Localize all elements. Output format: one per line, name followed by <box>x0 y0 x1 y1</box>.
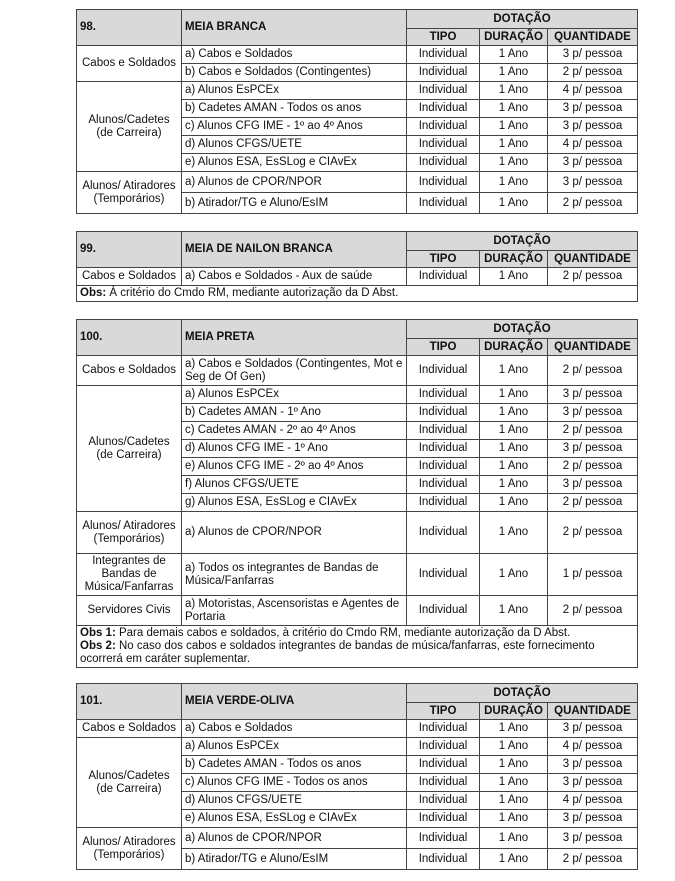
dotacao-header: DOTAÇÃO <box>407 320 638 339</box>
row-duracao: 1 Ano <box>480 554 548 596</box>
row-desc: a) Cabos e Soldados - Aux de saúde <box>182 268 407 286</box>
row-tipo: Individual <box>407 82 480 100</box>
row-tipo: Individual <box>407 404 480 422</box>
dotacao-header: DOTAÇÃO <box>407 684 638 703</box>
row-duracao: 1 Ano <box>480 810 548 828</box>
obs1-label: Obs 1: <box>80 627 116 639</box>
row-quantidade: 3 p/ pessoa <box>548 172 638 193</box>
row-quantidade: 2 p/ pessoa <box>548 596 638 626</box>
table-row <box>77 268 638 286</box>
row-tipo: Individual <box>407 154 480 172</box>
table-row <box>77 386 638 404</box>
row-tipo: Individual <box>407 268 480 286</box>
row-duracao: 1 Ano <box>480 136 548 154</box>
row-quantidade: 2 p/ pessoa <box>548 458 638 476</box>
row-desc: b) Cadetes AMAN - 1º Ano <box>182 404 407 422</box>
row-desc: b) Atirador/TG e Aluno/EsIM <box>182 849 407 870</box>
row-tipo: Individual <box>407 810 480 828</box>
row-desc: e) Alunos CFG IME - 2º ao 4º Anos <box>182 458 407 476</box>
row-quantidade: 2 p/ pessoa <box>548 356 638 386</box>
table-meia-verde-oliva <box>76 683 638 870</box>
row-quantidade: 2 p/ pessoa <box>548 494 638 512</box>
table-row <box>77 82 638 100</box>
row-desc: e) Alunos ESA, EsSLog e CIAvEx <box>182 154 407 172</box>
row-quantidade: 3 p/ pessoa <box>548 810 638 828</box>
row-tipo: Individual <box>407 356 480 386</box>
row-quantidade: 4 p/ pessoa <box>548 136 638 154</box>
row-quantidade: 2 p/ pessoa <box>548 422 638 440</box>
group-label: Servidores Civis <box>77 596 182 626</box>
row-tipo: Individual <box>407 596 480 626</box>
row-quantidade: 3 p/ pessoa <box>548 118 638 136</box>
row-quantidade: 3 p/ pessoa <box>548 386 638 404</box>
group-label: Integrantes de Bandas de Música/Fanfarras <box>77 554 182 596</box>
row-quantidade: 3 p/ pessoa <box>548 404 638 422</box>
row-quantidade: 4 p/ pessoa <box>548 82 638 100</box>
row-quantidade: 3 p/ pessoa <box>548 828 638 849</box>
row-tipo: Individual <box>407 46 480 64</box>
row-quantidade: 3 p/ pessoa <box>548 720 638 738</box>
row-desc: b) Cadetes AMAN - Todos os anos <box>182 756 407 774</box>
row-tipo: Individual <box>407 136 480 154</box>
row-desc: b) Cadetes AMAN - Todos os anos <box>182 100 407 118</box>
group-label: Alunos/ Atiradores (Temporários) <box>77 512 182 554</box>
group-label: Cabos e Soldados <box>77 356 182 386</box>
group-label: Alunos/Cadetes (de Carreira) <box>77 386 182 512</box>
row-duracao: 1 Ano <box>480 172 548 193</box>
row-duracao: 1 Ano <box>480 476 548 494</box>
obs1-text: Para demais cabos e soldados, à critério do Cmdo RM, mediante autorização da D Abst. <box>115 627 571 639</box>
row-tipo: Individual <box>407 422 480 440</box>
table-meia-nailon-branca <box>76 231 638 302</box>
row-tipo: Individual <box>407 849 480 870</box>
item-title: MEIA BRANCA <box>182 10 407 46</box>
table-row <box>77 512 638 554</box>
row-tipo: Individual <box>407 774 480 792</box>
item-number: 99. <box>77 232 182 268</box>
row-quantidade: 3 p/ pessoa <box>548 440 638 458</box>
row-duracao: 1 Ano <box>480 738 548 756</box>
row-duracao: 1 Ano <box>480 100 548 118</box>
row-desc: c) Cadetes AMAN - 2º ao 4º Anos <box>182 422 407 440</box>
tipo-header: TIPO <box>407 703 480 720</box>
row-quantidade: 3 p/ pessoa <box>548 100 638 118</box>
group-label: Cabos e Soldados <box>77 268 182 286</box>
table-row <box>77 828 638 849</box>
row-tipo: Individual <box>407 440 480 458</box>
tipo-header: TIPO <box>407 29 480 46</box>
row-duracao: 1 Ano <box>480 64 548 82</box>
quantidade-header: QUANTIDADE <box>548 251 638 268</box>
row-duracao: 1 Ano <box>480 756 548 774</box>
tipo-header: TIPO <box>407 339 480 356</box>
group-label: Cabos e Soldados <box>77 720 182 738</box>
item-title: MEIA DE NAILON BRANCA <box>182 232 407 268</box>
duracao-header: DURAÇÃO <box>480 339 548 356</box>
row-quantidade: 3 p/ pessoa <box>548 476 638 494</box>
duracao-header: DURAÇÃO <box>480 251 548 268</box>
group-label: Alunos/ Atiradores (Temporários) <box>77 828 182 870</box>
obs2-text: No caso dos cabos e soldados integrantes de bandas de música/fanfarras, este fornecimento ocorrerá em caráter suplementar. <box>80 640 595 665</box>
table-row <box>77 46 638 64</box>
row-tipo: Individual <box>407 792 480 810</box>
row-tipo: Individual <box>407 64 480 82</box>
table-row <box>77 554 638 596</box>
group-label: Cabos e Soldados <box>77 46 182 82</box>
duracao-header: DURAÇÃO <box>480 703 548 720</box>
row-duracao: 1 Ano <box>480 386 548 404</box>
row-duracao: 1 Ano <box>480 268 548 286</box>
row-desc: b) Cabos e Soldados (Contingentes) <box>182 64 407 82</box>
row-quantidade: 2 p/ pessoa <box>548 512 638 554</box>
row-desc: d) Alunos CFGS/UETE <box>182 792 407 810</box>
row-duracao: 1 Ano <box>480 46 548 64</box>
row-duracao: 1 Ano <box>480 458 548 476</box>
row-quantidade: 3 p/ pessoa <box>548 46 638 64</box>
dotacao-header: DOTAÇÃO <box>407 10 638 29</box>
row-tipo: Individual <box>407 512 480 554</box>
row-tipo: Individual <box>407 476 480 494</box>
row-duracao: 1 Ano <box>480 356 548 386</box>
table-row <box>77 356 638 386</box>
row-quantidade: 4 p/ pessoa <box>548 738 638 756</box>
row-duracao: 1 Ano <box>480 792 548 810</box>
row-tipo: Individual <box>407 554 480 596</box>
table-meia-branca <box>76 9 638 214</box>
row-duracao: 1 Ano <box>480 404 548 422</box>
row-desc: b) Atirador/TG e Aluno/EsIM <box>182 193 407 214</box>
table-row <box>77 596 638 626</box>
row-tipo: Individual <box>407 828 480 849</box>
row-desc: a) Alunos EsPCEx <box>182 738 407 756</box>
row-desc: a) Motoristas, Ascensoristas e Agentes de Portaria <box>182 596 407 626</box>
row-duracao: 1 Ano <box>480 154 548 172</box>
item-number: 98. <box>77 10 182 46</box>
quantidade-header: QUANTIDADE <box>548 29 638 46</box>
item-number: 100. <box>77 320 182 356</box>
observations <box>77 626 638 668</box>
quantidade-header: QUANTIDADE <box>548 339 638 356</box>
row-duracao: 1 Ano <box>480 828 548 849</box>
row-desc: a) Cabos e Soldados <box>182 46 407 64</box>
group-label: Alunos/ Atiradores (Temporários) <box>77 172 182 214</box>
row-desc: a) Todos os integrantes de Bandas de Música/Fanfarras <box>182 554 407 596</box>
row-tipo: Individual <box>407 386 480 404</box>
row-desc: d) Alunos CFG IME - 1º Ano <box>182 440 407 458</box>
group-label: Alunos/Cadetes (de Carreira) <box>77 82 182 172</box>
table-row <box>77 720 638 738</box>
obs-text: À critério do Cmdo RM, mediante autorização da D Abst. <box>106 287 399 299</box>
row-tipo: Individual <box>407 756 480 774</box>
row-desc: a) Cabos e Soldados (Contingentes, Mot e Seg de Of Gen) <box>182 356 407 386</box>
row-duracao: 1 Ano <box>480 193 548 214</box>
row-tipo: Individual <box>407 720 480 738</box>
row-duracao: 1 Ano <box>480 82 548 100</box>
row-tipo: Individual <box>407 494 480 512</box>
row-duracao: 1 Ano <box>480 118 548 136</box>
row-tipo: Individual <box>407 738 480 756</box>
row-desc: a) Cabos e Soldados <box>182 720 407 738</box>
row-tipo: Individual <box>407 193 480 214</box>
obs-label: Obs: <box>80 287 107 299</box>
table-row <box>77 738 638 756</box>
row-quantidade: 2 p/ pessoa <box>548 64 638 82</box>
row-quantidade: 3 p/ pessoa <box>548 756 638 774</box>
row-tipo: Individual <box>407 172 480 193</box>
row-duracao: 1 Ano <box>480 596 548 626</box>
row-tipo: Individual <box>407 118 480 136</box>
row-quantidade: 2 p/ pessoa <box>548 268 638 286</box>
row-desc: c) Alunos CFG IME - 1º ao 4º Anos <box>182 118 407 136</box>
row-desc: c) Alunos CFG IME - Todos os anos <box>182 774 407 792</box>
row-duracao: 1 Ano <box>480 440 548 458</box>
group-label: Alunos/Cadetes (de Carreira) <box>77 738 182 828</box>
row-quantidade: 3 p/ pessoa <box>548 774 638 792</box>
item-number: 101. <box>77 684 182 720</box>
row-desc: a) Alunos de CPOR/NPOR <box>182 512 407 554</box>
row-desc: a) Alunos EsPCEx <box>182 386 407 404</box>
row-desc: f) Alunos CFGS/UETE <box>182 476 407 494</box>
row-quantidade: 3 p/ pessoa <box>548 154 638 172</box>
row-quantidade: 1 p/ pessoa <box>548 554 638 596</box>
row-quantidade: 2 p/ pessoa <box>548 849 638 870</box>
row-quantidade: 2 p/ pessoa <box>548 193 638 214</box>
table-row <box>77 172 638 193</box>
row-desc: a) Alunos de CPOR/NPOR <box>182 828 407 849</box>
row-desc: d) Alunos CFGS/UETE <box>182 136 407 154</box>
row-duracao: 1 Ano <box>480 422 548 440</box>
row-desc: a) Alunos de CPOR/NPOR <box>182 172 407 193</box>
quantidade-header: QUANTIDADE <box>548 703 638 720</box>
item-title: MEIA PRETA <box>182 320 407 356</box>
row-duracao: 1 Ano <box>480 774 548 792</box>
duracao-header: DURAÇÃO <box>480 29 548 46</box>
row-desc: a) Alunos EsPCEx <box>182 82 407 100</box>
row-desc: e) Alunos ESA, EsSLog e CIAvEx <box>182 810 407 828</box>
row-tipo: Individual <box>407 458 480 476</box>
item-title: MEIA VERDE-OLIVA <box>182 684 407 720</box>
row-duracao: 1 Ano <box>480 512 548 554</box>
table-meia-preta <box>76 319 638 668</box>
row-quantidade: 4 p/ pessoa <box>548 792 638 810</box>
dotacao-header: DOTAÇÃO <box>407 232 638 251</box>
row-duracao: 1 Ano <box>480 849 548 870</box>
tipo-header: TIPO <box>407 251 480 268</box>
row-desc: g) Alunos ESA, EsSLog e CIAvEx <box>182 494 407 512</box>
row-duracao: 1 Ano <box>480 494 548 512</box>
row-tipo: Individual <box>407 100 480 118</box>
row-duracao: 1 Ano <box>480 720 548 738</box>
obs2-label: Obs 2: <box>80 640 116 652</box>
observation <box>77 286 638 302</box>
